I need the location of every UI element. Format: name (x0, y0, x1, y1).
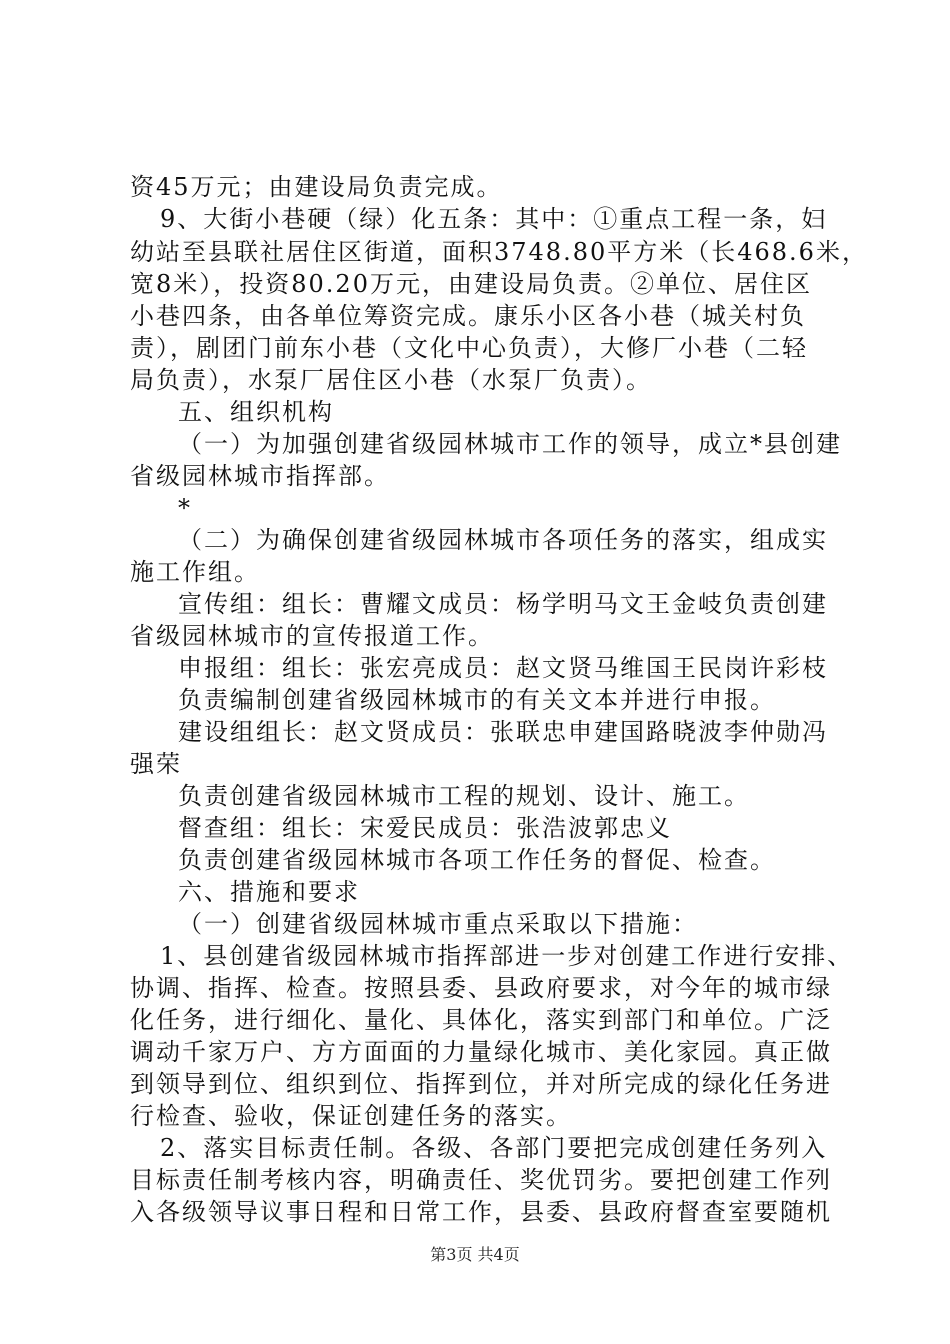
text-line: 行检查、验收，保证创建任务的落实。 (130, 1102, 572, 1130)
text-line: 资45万元；由建设局负责完成。 (130, 173, 503, 201)
text-line: 幼站至县联社居住区街道，面积3748.80平方米（长468.6米， (130, 238, 868, 266)
text-line: 到领导到位、组织到位、指挥到位，并对所完成的绿化任务进 (130, 1070, 832, 1098)
text-line: 负责创建省级园林城市工程的规划、设计、施工。 (178, 782, 750, 810)
text-line: 督查组：组长：宋爱民成员：张浩波郭忠义 (178, 814, 672, 842)
text-line: 负责编制创建省级园林城市的有关文本并进行申报。 (178, 686, 776, 714)
text-line: 化任务，进行细化、量化、具体化，落实到部门和单位。广泛 (130, 1006, 832, 1034)
text-line: （二）为确保创建省级园林城市各项任务的落实，组成实 (178, 526, 828, 554)
text-line: 9、大街小巷硬（绿）化五条：其中：①重点工程一条，妇 (160, 205, 828, 233)
text-line: * (178, 494, 192, 522)
text-line: 责），剧团门前东小巷（文化中心负责），大修厂小巷（二轻 (130, 334, 808, 362)
section-heading: 五、组织机构 (178, 398, 334, 426)
text-line: 局负责），水泵厂居住区小巷（水泵厂负责）。 (130, 366, 652, 394)
text-line: 小巷四条，由各单位筹资完成。康乐小区各小巷（城关村负 (130, 302, 806, 330)
text-line: 调动千家万户、方方面面的力量绿化城市、美化家园。真正做 (130, 1038, 832, 1066)
text-line: 施工作组。 (130, 558, 260, 586)
text-line: 建设组组长：赵文贤成员：张联忠申建国路晓波李仲勋冯 (178, 718, 828, 746)
text-line: （一）创建省级园林城市重点采取以下措施： (178, 910, 698, 938)
page-number: 第3页 共4页 (430, 1245, 520, 1264)
text-line: 1、县创建省级园林城市指挥部进一步对创建工作进行安排、 (160, 942, 854, 970)
text-line: 宣传组：组长：曹耀文成员：杨学明马文王金岐负责创建 (178, 590, 828, 618)
text-line: 省级园林城市指挥部。 (130, 462, 390, 490)
text-line: 目标责任制考核内容，明确责任、奖优罚劣。要把创建工作列 (130, 1166, 832, 1194)
text-line: 负责创建省级园林城市各项工作任务的督促、检查。 (178, 846, 776, 874)
text-line: 入各级领导议事日程和日常工作，县委、县政府督查室要随机 (130, 1198, 832, 1226)
text-line: 省级园林城市的宣传报道工作。 (130, 622, 494, 650)
text-line: 宽8米），投资80.20万元，由建设局负责。②单位、居住区 (130, 270, 812, 298)
text-line: 协调、指挥、检查。按照县委、县政府要求，对今年的城市绿 (130, 974, 832, 1002)
text-line: （一）为加强创建省级园林城市工作的领导，成立*县创建 (178, 430, 842, 458)
text-line: 2、落实目标责任制。各级、各部门要把完成创建任务列入 (160, 1134, 828, 1162)
section-heading: 六、措施和要求 (178, 878, 360, 906)
text-line: 申报组：组长：张宏亮成员：赵文贤马维国王民岗许彩枝 (178, 654, 828, 682)
text-line: 强荣 (130, 750, 182, 778)
